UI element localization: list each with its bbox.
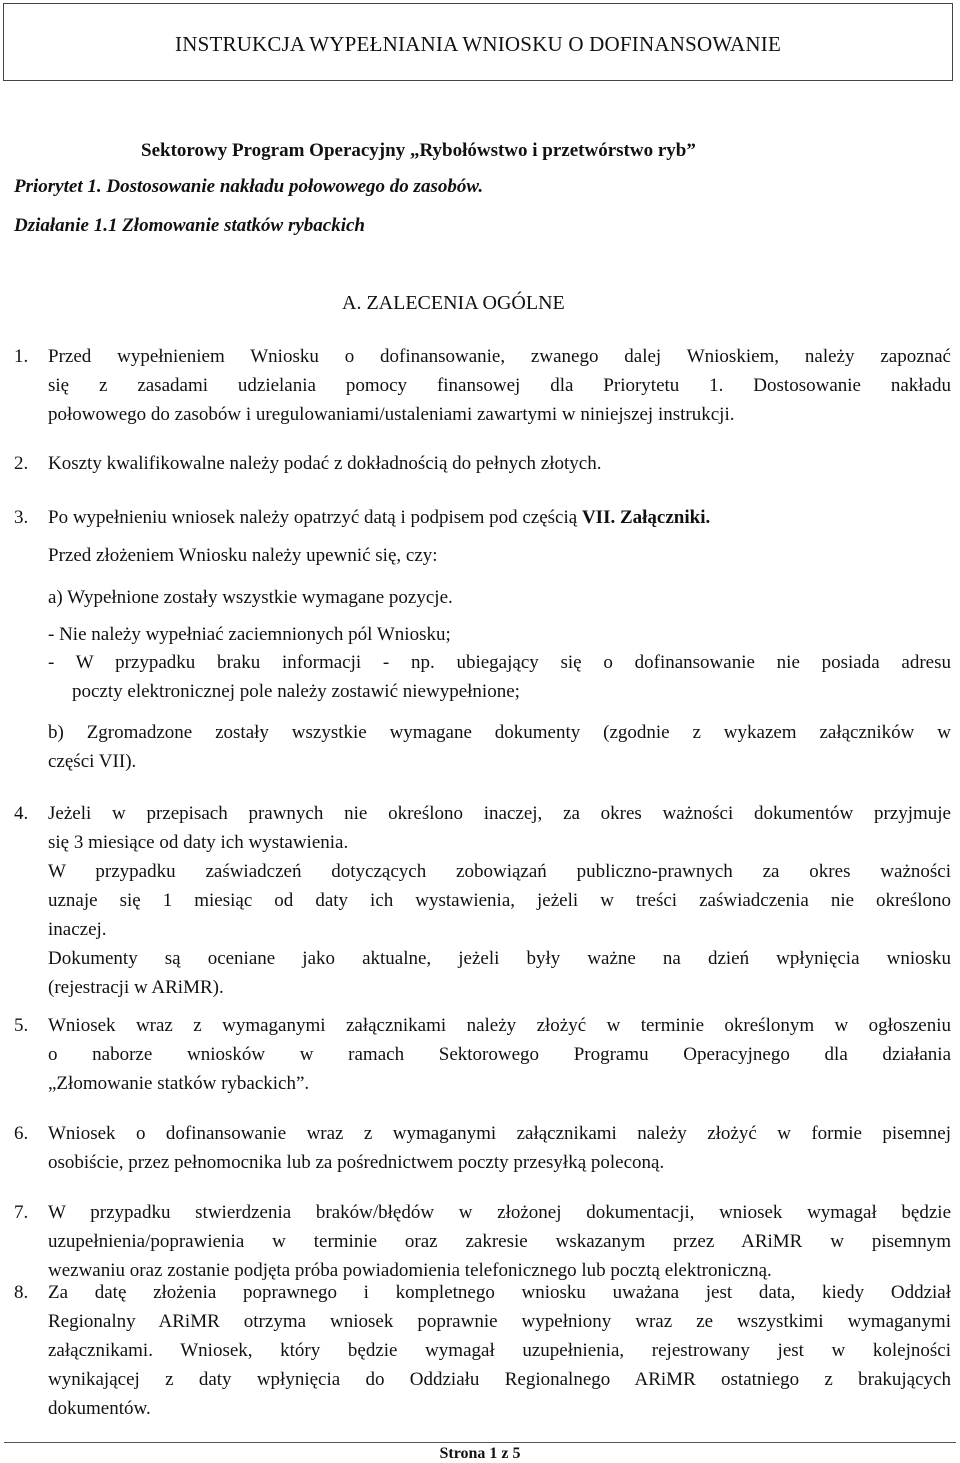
item-8-line: dokumentów. [48,1398,151,1419]
item-5-line: o naborze wniosków w ramach Sektorowego Programu Operacyjnego dla działania [48,1044,951,1065]
footer-divider [4,1442,956,1443]
priority-line: Priorytet 1. Dostosowanie nakładu połowowego do zasobów. [14,176,484,197]
item-3-attachments: VII. Załączniki. [581,507,711,528]
item-5-line: Wniosek wraz z wymaganymi załącznikami należy złożyć w terminie określonym w ogłoszeniu [48,1015,951,1036]
item-4-line: inaczej. [48,919,107,940]
action-line: Działanie 1.1 Złomowanie statków rybackich [14,215,365,236]
item-4-line: (rejestracji w ARiMR). [48,977,224,998]
item-3-dash-2-line: - W przypadku braku informacji - np. ubiegający się o dofinansowanie nie posiada adresu [48,652,951,673]
item-3-b [48,718,951,776]
item-3-text: Po wypełnieniu wniosek należy opatrzyć datą i podpisem pod częścią [48,507,582,528]
item-6-line: Wniosek o dofinansowanie wraz z wymaganymi załącznikami należy złożyć w formie pisemnej [48,1123,951,1144]
item-number-4: 4. [14,803,29,824]
item-8-line: Regionalny ARiMR otrzyma wniosek poprawnie wypełniony wraz ze wszystkimi wymaganymi [48,1311,951,1332]
item-3-dash-2-cont: poczty elektronicznej pole należy zostawić niewypełnione; [72,681,520,702]
item-5-line: „Złomowanie statków rybackich”. [48,1073,310,1094]
item-7-line: wezwaniu oraz zostanie podjęta próba powiadomienia telefonicznego lub pocztą elektroniczną. [48,1260,772,1281]
item-3-b-line: b) Zgromadzone zostały wszystkie wymagane dokumenty (zgodnie z wykazem załączników w [48,722,951,743]
item-1-line: się z zasadami udzielania pomocy finansowej dla Priorytetu 1. Dostosowanie nakładu [48,375,951,396]
item-3 [48,503,710,532]
section-heading: A. ZALECENIA OGÓLNE [342,292,565,314]
item-number-1: 1. [14,346,29,367]
page-number: Strona 1 z 5 [439,1445,521,1462]
item-5 [48,1011,951,1098]
item-3-b-line: części VII). [48,751,137,772]
item-4-line: Dokumenty są oceniane jako aktualne, jeżeli były ważne na dzień wpłynięcia wniosku [48,948,951,969]
item-7 [48,1198,951,1285]
item-4 [48,799,951,1002]
title-box [3,3,953,81]
item-3-dash-1: - Nie należy wypełniać zaciemnionych pól Wniosku; [48,624,451,645]
item-7-line: uzupełnienia/poprawienia w terminie oraz zakresie wskazanym przez ARiMR w pisemnym [48,1231,951,1252]
item-6-line: osobiście, przez pełnomocnika lub za pośrednictwem poczty przesyłką poleconą. [48,1152,665,1173]
item-3-check: Przed złożeniem Wniosku należy upewnić się, czy: [48,545,438,566]
item-1 [48,342,951,429]
item-1-line: Przed wypełnieniem Wniosku o dofinansowanie, zwanego dalej Wnioskiem, należy zapoznać [48,346,951,367]
item-4-line: Jeżeli w przepisach prawnych nie określono inaczej, za okres ważności dokumentów przyjmuje [48,803,951,824]
item-8 [48,1278,951,1423]
item-number-8: 8. [14,1282,29,1303]
item-7-line: W przypadku stwierdzenia braków/błędów w złożonej dokumentacji, wniosek wymagał będzie [48,1202,951,1223]
item-1-line: połowowego do zasobów i uregulowaniami/ustaleniami zawartymi w niniejszej instrukcji. [48,404,735,425]
item-number-7: 7. [14,1202,29,1223]
item-2: Koszty kwalifikowalne należy podać z dokładnością do pełnych złotych. [48,453,602,474]
item-8-line: załącznikami. Wniosek, który będzie wymagał uzupełnienia, rejestrowany jest w kolejności [48,1340,951,1361]
document-title: INSTRUKCJA WYPEŁNIANIA WNIOSKU O DOFINANSOWANIE [175,32,781,56]
item-number-3: 3. [14,507,29,528]
item-number-2: 2. [14,453,29,474]
item-4-line: W przypadku zaświadczeń dotyczących zobowiązań publiczno-prawnych za okres ważności [48,861,951,882]
item-8-line: wynikającej z daty wpłynięcia do Oddziału Regionalnego ARiMR ostatniego z brakujących [48,1369,951,1390]
item-8-line: Za datę złożenia poprawnego i kompletnego wniosku uważana jest data, kiedy Oddział [48,1282,951,1303]
item-4-line: uznaje się 1 miesiąc od daty ich wystawienia, jeżeli w treści zaświadczenia nie określono [48,890,951,911]
item-number-6: 6. [14,1123,29,1144]
item-3-dash-2 [48,648,951,677]
item-3-a: a) Wypełnione zostały wszystkie wymagane pozycje. [48,587,453,608]
item-6 [48,1119,951,1177]
item-number-5: 5. [14,1015,29,1036]
item-4-line: się 3 miesiące od daty ich wystawienia. [48,832,349,853]
program-name: Sektorowy Program Operacyjny „Rybołówstwo i przetwórstwo ryb” [141,140,696,161]
